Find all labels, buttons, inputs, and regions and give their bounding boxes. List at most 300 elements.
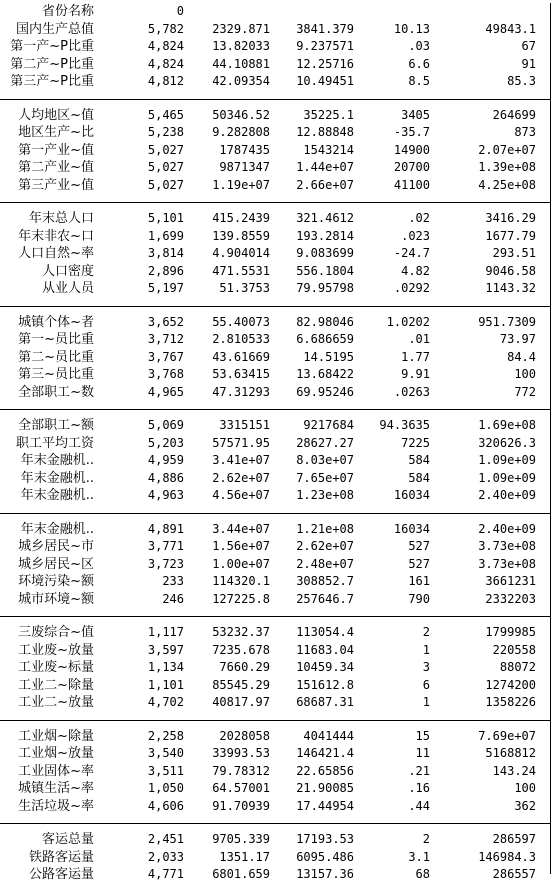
table-row xyxy=(0,556,550,574)
max-value: 1358226 xyxy=(485,695,536,709)
max-value: 100 xyxy=(514,781,536,795)
min-value: 11 xyxy=(415,746,430,760)
max-value: 100 xyxy=(514,367,536,381)
obs-count: 3,768 xyxy=(147,367,184,381)
variable-name: 工业二~除量 xyxy=(18,677,94,693)
mean-value: 2.810533 xyxy=(212,332,270,346)
min-value: .44 xyxy=(408,798,430,813)
mean-value: 1.56e+07 xyxy=(212,539,270,553)
std-dev-value: 321.4612 xyxy=(296,211,354,225)
std-dev-value: 146421.4 xyxy=(296,746,354,760)
max-value: 1274200 xyxy=(485,677,536,692)
std-dev-value: 3841.379 xyxy=(296,21,354,36)
table-row xyxy=(0,780,550,798)
std-dev-value: 113054.4 xyxy=(296,625,354,639)
mean-value: 13.82033 xyxy=(212,39,270,53)
std-dev-value: 2.48e+07 xyxy=(296,556,354,571)
table-row xyxy=(0,521,550,539)
max-value: 1.69e+08 xyxy=(478,418,536,432)
max-value: 3.73e+08 xyxy=(478,556,536,571)
obs-count: 4,963 xyxy=(147,488,184,502)
mean-value: 1351.17 xyxy=(219,849,270,864)
mean-value: 3315151 xyxy=(219,418,270,432)
mean-value: 3.44e+07 xyxy=(212,521,270,536)
max-value: 286597 xyxy=(492,832,536,846)
variable-name: 第二产~P比重 xyxy=(10,56,94,72)
table-row xyxy=(0,487,550,505)
mean-value: 415.2439 xyxy=(212,211,270,225)
mean-value: 33993.53 xyxy=(212,746,270,760)
variable-name: 城镇个体~者 xyxy=(18,314,94,330)
min-value: 2 xyxy=(422,832,430,846)
mean-value: 57571.95 xyxy=(212,435,270,450)
table-row xyxy=(0,728,550,746)
min-value: 2 xyxy=(422,625,430,639)
table-block xyxy=(0,521,550,609)
obs-count: 5,465 xyxy=(147,107,184,122)
mean-value: 7235.678 xyxy=(212,642,270,657)
min-value: 6 xyxy=(422,677,430,692)
block-divider xyxy=(0,99,550,100)
max-value: 85.3 xyxy=(507,74,536,88)
variable-name: 铁路客运量 xyxy=(28,849,94,865)
obs-count: 3,511 xyxy=(147,763,184,778)
table-row xyxy=(0,624,550,642)
mean-value: 4.904014 xyxy=(212,246,270,260)
table-row xyxy=(0,694,550,712)
variable-name: 全部职工~额 xyxy=(18,418,94,433)
min-value: 4.82 xyxy=(401,263,430,278)
mean-value: 1787435 xyxy=(219,142,270,157)
min-value: -24.7 xyxy=(393,246,430,260)
min-value: .21 xyxy=(408,763,430,778)
std-dev-value: 7.65e+07 xyxy=(296,470,354,485)
block-divider xyxy=(0,409,550,410)
table-row xyxy=(0,107,550,125)
table-row xyxy=(0,3,550,21)
block-divider xyxy=(0,306,550,307)
std-dev-value: 257646.7 xyxy=(296,591,354,606)
max-value: 2.40e+09 xyxy=(478,488,536,502)
std-dev-value: 28627.27 xyxy=(296,435,354,450)
table-block xyxy=(0,728,550,816)
table-row xyxy=(0,538,550,556)
mean-value: 1.00e+07 xyxy=(212,556,270,571)
table-row xyxy=(0,349,550,367)
min-value: 6.6 xyxy=(408,56,430,71)
variable-name: 人口自然~率 xyxy=(18,246,94,261)
min-value: 20700 xyxy=(393,160,430,174)
max-value: 3661231 xyxy=(485,574,536,588)
obs-count: 1,101 xyxy=(147,677,184,692)
std-dev-value: 22.65856 xyxy=(296,763,354,778)
block-divider xyxy=(0,202,550,203)
variable-name: 城市环境~额 xyxy=(18,591,94,607)
table-block xyxy=(0,831,550,884)
min-value: .023 xyxy=(401,228,430,243)
std-dev-value: 14.5195 xyxy=(303,349,354,364)
table-row xyxy=(0,331,550,349)
table-block xyxy=(0,3,550,91)
max-value: 264699 xyxy=(492,107,536,122)
obs-count: 233 xyxy=(162,574,184,588)
table-row xyxy=(0,798,550,816)
std-dev-value: 11683.04 xyxy=(296,642,354,657)
min-value: 584 xyxy=(408,453,430,467)
table-block xyxy=(0,624,550,712)
obs-count: 4,702 xyxy=(147,695,184,709)
min-value: .02 xyxy=(408,211,430,225)
min-value: 41100 xyxy=(393,177,430,192)
min-value: 1 xyxy=(422,695,430,709)
table-row xyxy=(0,366,550,384)
mean-value: 1.19e+07 xyxy=(212,177,270,192)
mean-value: 79.78312 xyxy=(212,763,270,778)
max-value: 7.69e+07 xyxy=(478,728,536,743)
max-value: 293.51 xyxy=(492,246,536,260)
min-value: 16034 xyxy=(393,521,430,536)
table-row xyxy=(0,452,550,470)
std-dev-value: 1543214 xyxy=(303,142,354,157)
max-value: 88072 xyxy=(499,660,536,674)
max-value: 3.73e+08 xyxy=(478,539,536,553)
table-row xyxy=(0,73,550,91)
max-value: 1677.79 xyxy=(485,228,536,243)
obs-count: 3,723 xyxy=(147,556,184,571)
table-row xyxy=(0,210,550,228)
obs-count: 4,959 xyxy=(147,453,184,467)
obs-count: 5,027 xyxy=(147,142,184,157)
min-value: 3 xyxy=(422,660,430,674)
std-dev-value: 68687.31 xyxy=(296,695,354,709)
std-dev-value: 79.95798 xyxy=(296,281,354,295)
table-block xyxy=(0,107,550,195)
block-divider xyxy=(0,823,550,824)
obs-count: 1,134 xyxy=(147,660,184,674)
table-row xyxy=(0,642,550,660)
block-divider xyxy=(0,616,550,617)
std-dev-value: 12.25716 xyxy=(296,56,354,71)
table-row xyxy=(0,677,550,695)
mean-value: 127225.8 xyxy=(212,591,270,606)
table-row xyxy=(0,159,550,177)
table-row xyxy=(0,417,550,435)
variable-name: 城镇生活~率 xyxy=(18,781,94,796)
std-dev-value: 9.083699 xyxy=(296,246,354,260)
obs-count: 4,886 xyxy=(147,470,184,485)
max-value: 73.97 xyxy=(499,332,536,346)
min-value: 527 xyxy=(408,556,430,571)
max-value: 320626.3 xyxy=(478,435,536,450)
obs-count: 4,771 xyxy=(147,867,184,881)
max-value: 1799985 xyxy=(485,625,536,639)
variable-name: 第三~员比重 xyxy=(18,367,94,382)
min-value: 8.5 xyxy=(408,74,430,88)
std-dev-value: 4041444 xyxy=(303,728,354,743)
mean-value: 3.41e+07 xyxy=(212,453,270,467)
obs-count: 4,824 xyxy=(147,56,184,71)
max-value: 2.40e+09 xyxy=(478,521,536,536)
max-value: 951.7309 xyxy=(478,314,536,329)
std-dev-value: 69.95246 xyxy=(296,384,354,399)
table-row xyxy=(0,263,550,281)
table-row xyxy=(0,21,550,39)
table-row xyxy=(0,573,550,591)
obs-count: 3,767 xyxy=(147,349,184,364)
table-row xyxy=(0,831,550,849)
max-value: 4.25e+08 xyxy=(478,177,536,192)
variable-name: 三废综合~值 xyxy=(18,625,94,640)
min-value: 790 xyxy=(408,591,430,606)
variable-name: 工业烟~除量 xyxy=(18,728,94,744)
min-value: .0263 xyxy=(393,384,430,399)
max-value: 362 xyxy=(514,798,536,813)
mean-value: 4.56e+07 xyxy=(212,488,270,502)
min-value: -35.7 xyxy=(393,125,430,139)
table-row xyxy=(0,659,550,677)
obs-count: 1,117 xyxy=(147,625,184,639)
obs-count: 3,540 xyxy=(147,746,184,760)
std-dev-value: 9.237571 xyxy=(296,39,354,53)
min-value: .16 xyxy=(408,781,430,795)
std-dev-value: 82.98046 xyxy=(296,314,354,329)
table-block xyxy=(0,210,550,298)
obs-count: 5,101 xyxy=(147,211,184,225)
variable-name: 全部职工~数 xyxy=(18,384,94,400)
obs-count: 3,712 xyxy=(147,332,184,346)
stata-summary-table xyxy=(0,3,551,882)
std-dev-value: 10.49451 xyxy=(296,74,354,88)
variable-name: 第一产~P比重 xyxy=(10,39,94,54)
max-value: 1.09e+09 xyxy=(478,470,536,485)
max-value: 143.24 xyxy=(492,763,536,778)
obs-count: 246 xyxy=(162,591,184,606)
std-dev-value: 8.03e+07 xyxy=(296,453,354,467)
mean-value: 55.40073 xyxy=(212,314,270,329)
max-value: 3416.29 xyxy=(485,211,536,225)
obs-count: 4,965 xyxy=(147,384,184,399)
mean-value: 47.31293 xyxy=(212,384,270,399)
min-value: 7225 xyxy=(401,435,430,450)
obs-count: 1,050 xyxy=(147,781,184,795)
obs-count: 5,027 xyxy=(147,160,184,174)
table-block xyxy=(0,314,550,402)
max-value: 2.07e+07 xyxy=(478,142,536,157)
std-dev-value: 6.686659 xyxy=(296,332,354,346)
min-value: 584 xyxy=(408,470,430,485)
min-value: 1 xyxy=(422,642,430,657)
min-value: 161 xyxy=(408,574,430,588)
variable-name: 公路客运量 xyxy=(28,867,94,882)
mean-value: 53232.37 xyxy=(212,625,270,639)
mean-value: 42.09354 xyxy=(212,74,270,88)
table-row xyxy=(0,849,550,867)
std-dev-value: 9217684 xyxy=(303,418,354,432)
max-value: 5168812 xyxy=(485,746,536,760)
min-value: 10.13 xyxy=(393,21,430,36)
table-row xyxy=(0,591,550,609)
min-value: 3405 xyxy=(401,107,430,122)
mean-value: 9.282808 xyxy=(212,125,270,139)
block-divider xyxy=(0,513,550,514)
table-row xyxy=(0,38,550,56)
variable-name: 国内生产总值 xyxy=(15,21,94,37)
variable-name: 工业烟~放量 xyxy=(18,746,94,761)
std-dev-value: 151612.8 xyxy=(296,677,354,692)
variable-name: 第三产业~值 xyxy=(18,177,94,193)
mean-value: 114320.1 xyxy=(212,574,270,588)
std-dev-value: 6095.486 xyxy=(296,849,354,864)
obs-count: 5,203 xyxy=(147,435,184,450)
variable-name: 年末金融机.. xyxy=(20,470,94,486)
mean-value: 53.63415 xyxy=(212,367,270,381)
obs-count: 0 xyxy=(176,4,184,18)
std-dev-value: 10459.34 xyxy=(296,660,354,674)
max-value: 1.39e+08 xyxy=(478,160,536,174)
table-row xyxy=(0,177,550,195)
variable-name: 第三产~P比重 xyxy=(10,74,94,89)
max-value: 146984.3 xyxy=(478,849,536,864)
obs-count: 3,814 xyxy=(147,246,184,260)
table-row xyxy=(0,142,550,160)
table-row xyxy=(0,384,550,402)
mean-value: 43.61669 xyxy=(212,349,270,364)
min-value: .01 xyxy=(408,332,430,346)
variable-name: 工业废~放量 xyxy=(18,642,94,658)
variable-name: 职工平均工资 xyxy=(15,435,94,451)
max-value: 286557 xyxy=(492,867,536,881)
mean-value: 64.57001 xyxy=(212,781,270,795)
block-divider xyxy=(0,720,550,721)
obs-count: 5,027 xyxy=(147,177,184,192)
mean-value: 471.5531 xyxy=(212,263,270,278)
min-value: 1.0202 xyxy=(386,314,430,329)
variable-name: 第二~员比重 xyxy=(18,349,94,365)
table-row xyxy=(0,745,550,763)
max-value: 84.4 xyxy=(507,349,536,364)
variable-name: 年末金融机.. xyxy=(20,453,94,468)
mean-value: 9705.339 xyxy=(212,832,270,846)
table-row xyxy=(0,314,550,332)
variable-name: 人均地区~值 xyxy=(18,107,94,123)
variable-name: 人口密度 xyxy=(41,263,94,279)
max-value: 9046.58 xyxy=(485,263,536,278)
mean-value: 139.8559 xyxy=(212,228,270,243)
variable-name: 地区生产~比 xyxy=(18,125,94,140)
obs-count: 2,033 xyxy=(147,849,184,864)
mean-value: 9871347 xyxy=(219,160,270,174)
variable-name: 第二产业~值 xyxy=(18,160,94,175)
mean-value: 40817.97 xyxy=(212,695,270,709)
obs-count: 2,451 xyxy=(147,832,184,846)
mean-value: 7660.29 xyxy=(219,660,270,674)
min-value: .0292 xyxy=(393,281,430,295)
obs-count: 3,771 xyxy=(147,539,184,553)
max-value: 220558 xyxy=(492,642,536,657)
table-row xyxy=(0,435,550,453)
std-dev-value: 193.2814 xyxy=(296,228,354,243)
table-block xyxy=(0,417,550,505)
max-value: 1.09e+09 xyxy=(478,453,536,467)
std-dev-value: 13.68422 xyxy=(296,367,354,381)
std-dev-value: 21.90085 xyxy=(296,781,354,795)
variable-name: 工业二~放量 xyxy=(18,695,94,710)
min-value: 16034 xyxy=(393,488,430,502)
std-dev-value: 1.23e+08 xyxy=(296,488,354,502)
variable-name: 工业废~标量 xyxy=(18,660,94,675)
std-dev-value: 12.88848 xyxy=(296,125,354,139)
std-dev-value: 308852.7 xyxy=(296,574,354,588)
variable-name: 生活垃圾~率 xyxy=(18,798,94,814)
variable-name: 第一产业~值 xyxy=(18,142,94,158)
obs-count: 4,824 xyxy=(147,39,184,53)
std-dev-value: 1.21e+08 xyxy=(296,521,354,536)
mean-value: 50346.52 xyxy=(212,107,270,122)
max-value: 772 xyxy=(514,384,536,399)
variable-name: 年末金融机.. xyxy=(20,488,94,503)
obs-count: 5,782 xyxy=(147,21,184,36)
variable-name: 客运总量 xyxy=(41,832,94,847)
mean-value: 91.70939 xyxy=(212,798,270,813)
variable-name: 从业人员 xyxy=(41,281,94,296)
mean-value: 2028058 xyxy=(219,728,270,743)
min-value: 527 xyxy=(408,539,430,553)
min-value: 1.77 xyxy=(401,349,430,364)
mean-value: 6801.659 xyxy=(212,867,270,881)
std-dev-value: 17.44954 xyxy=(296,798,354,813)
std-dev-value: 556.1804 xyxy=(296,263,354,278)
table-row xyxy=(0,228,550,246)
table-row xyxy=(0,470,550,488)
obs-count: 4,891 xyxy=(147,521,184,536)
std-dev-value: 13157.36 xyxy=(296,867,354,881)
table-row xyxy=(0,763,550,781)
variable-name: 城乡居民~市 xyxy=(18,539,94,554)
std-dev-value: 35225.1 xyxy=(303,107,354,122)
variable-name: 工业固体~率 xyxy=(18,763,94,779)
obs-count: 3,597 xyxy=(147,642,184,657)
table-row xyxy=(0,245,550,263)
mean-value: 2.62e+07 xyxy=(212,470,270,485)
max-value: 873 xyxy=(514,125,536,139)
variable-name: 年末金融机.. xyxy=(20,521,94,537)
max-value: 49843.1 xyxy=(485,21,536,36)
table-row xyxy=(0,280,550,298)
std-dev-value: 2.66e+07 xyxy=(296,177,354,192)
obs-count: 5,238 xyxy=(147,125,184,139)
mean-value: 2329.871 xyxy=(212,21,270,36)
std-dev-value: 2.62e+07 xyxy=(296,539,354,553)
variable-name: 年末非农~口 xyxy=(18,228,94,244)
max-value: 1143.32 xyxy=(485,281,536,295)
mean-value: 44.10881 xyxy=(212,56,270,71)
variable-name: 省份名称 xyxy=(41,4,94,19)
obs-count: 2,896 xyxy=(147,263,184,278)
obs-count: 5,197 xyxy=(147,281,184,295)
obs-count: 3,652 xyxy=(147,314,184,329)
variable-name: 环境污染~额 xyxy=(18,574,94,589)
obs-count: 5,069 xyxy=(147,418,184,432)
variable-name: 第一~员比重 xyxy=(18,332,94,347)
table-row xyxy=(0,866,550,884)
variable-name: 城乡居民~区 xyxy=(18,556,94,572)
table-row xyxy=(0,56,550,74)
mean-value: 85545.29 xyxy=(212,677,270,692)
min-value: 68 xyxy=(415,867,430,881)
min-value: 14900 xyxy=(393,142,430,157)
max-value: 2332203 xyxy=(485,591,536,606)
min-value: 94.3635 xyxy=(379,418,430,432)
